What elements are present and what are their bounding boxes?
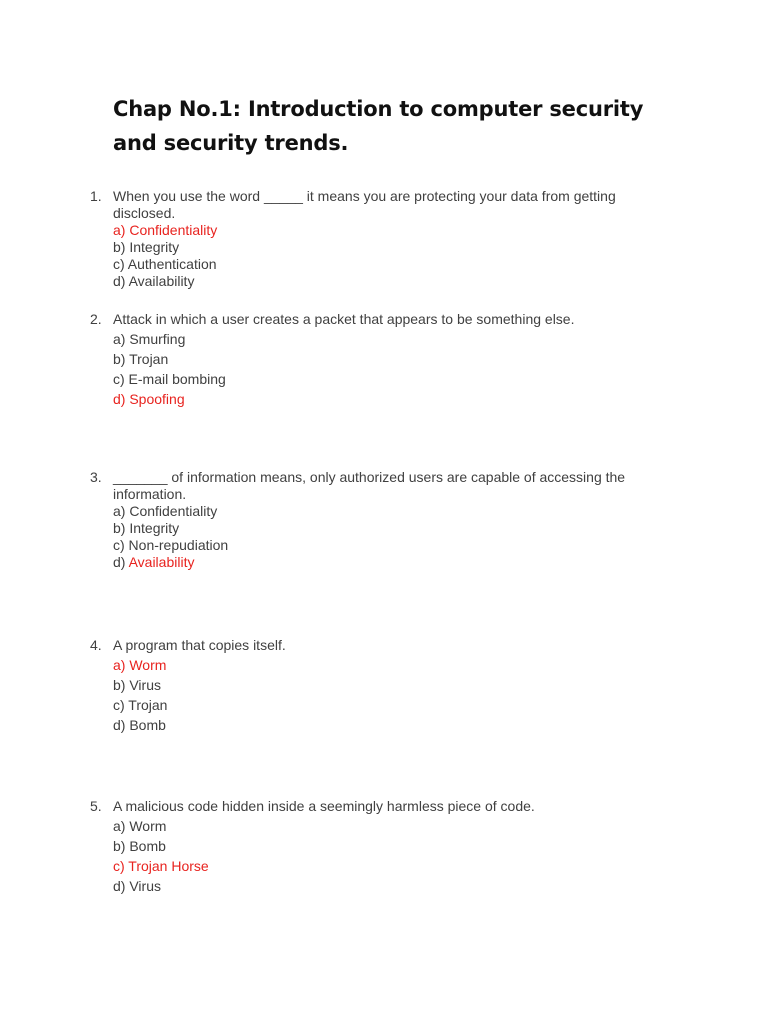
option-b: b) Virus <box>113 677 161 693</box>
option-c: c) Trojan <box>113 697 168 713</box>
option-d-correct-label: Availability <box>128 554 195 570</box>
option-d-prefix: d) <box>113 554 129 570</box>
option-d: d) Availability <box>113 273 195 289</box>
option-c-correct: c) Trojan Horse <box>113 858 209 874</box>
option-d-correct: d) Spoofing <box>113 391 185 407</box>
option-c: c) Non-repudiation <box>113 537 229 553</box>
option-a: a) Worm <box>113 818 167 834</box>
question-body <box>113 309 653 409</box>
option-a-correct: a) Worm <box>113 657 167 673</box>
question-text: A program that copies itself. <box>113 637 286 653</box>
option-b: b) Integrity <box>113 520 180 536</box>
question-number: 1. <box>90 188 102 204</box>
question-body <box>113 469 653 571</box>
option-c: c) E-mail bombing <box>113 371 226 387</box>
option-d <box>113 554 653 571</box>
option-b: b) Integrity <box>113 239 180 255</box>
option-a: a) Smurfing <box>113 331 186 347</box>
option-c: c) Authentication <box>113 256 217 272</box>
option-d: d) Bomb <box>113 717 166 733</box>
question-number: 4. <box>90 637 102 653</box>
question-text: _______ of information means, only authorized users are capable of accessing the information. <box>113 469 626 502</box>
question-text: Attack in which a user creates a packet that appears to be something else. <box>113 311 575 327</box>
option-a: a) Confidentiality <box>113 503 218 519</box>
question-body <box>113 796 653 896</box>
question-text: A malicious code hidden inside a seemingly harmless piece of code. <box>113 798 535 814</box>
question-number: 5. <box>90 798 102 814</box>
chapter-title: Chap No.1: Introduction to computer security and security trends. <box>113 97 644 155</box>
option-b: b) Trojan <box>113 351 169 367</box>
option-a-correct: a) Confidentiality <box>113 222 218 238</box>
question-body <box>113 188 653 290</box>
option-d: d) Virus <box>113 878 161 894</box>
question-number: 3. <box>90 469 102 485</box>
question-body <box>113 635 653 735</box>
question-number: 2. <box>90 311 102 327</box>
option-b: b) Bomb <box>113 838 166 854</box>
question-text: When you use the word _____ it means you are protecting your data from getting disclosed. <box>113 188 616 221</box>
